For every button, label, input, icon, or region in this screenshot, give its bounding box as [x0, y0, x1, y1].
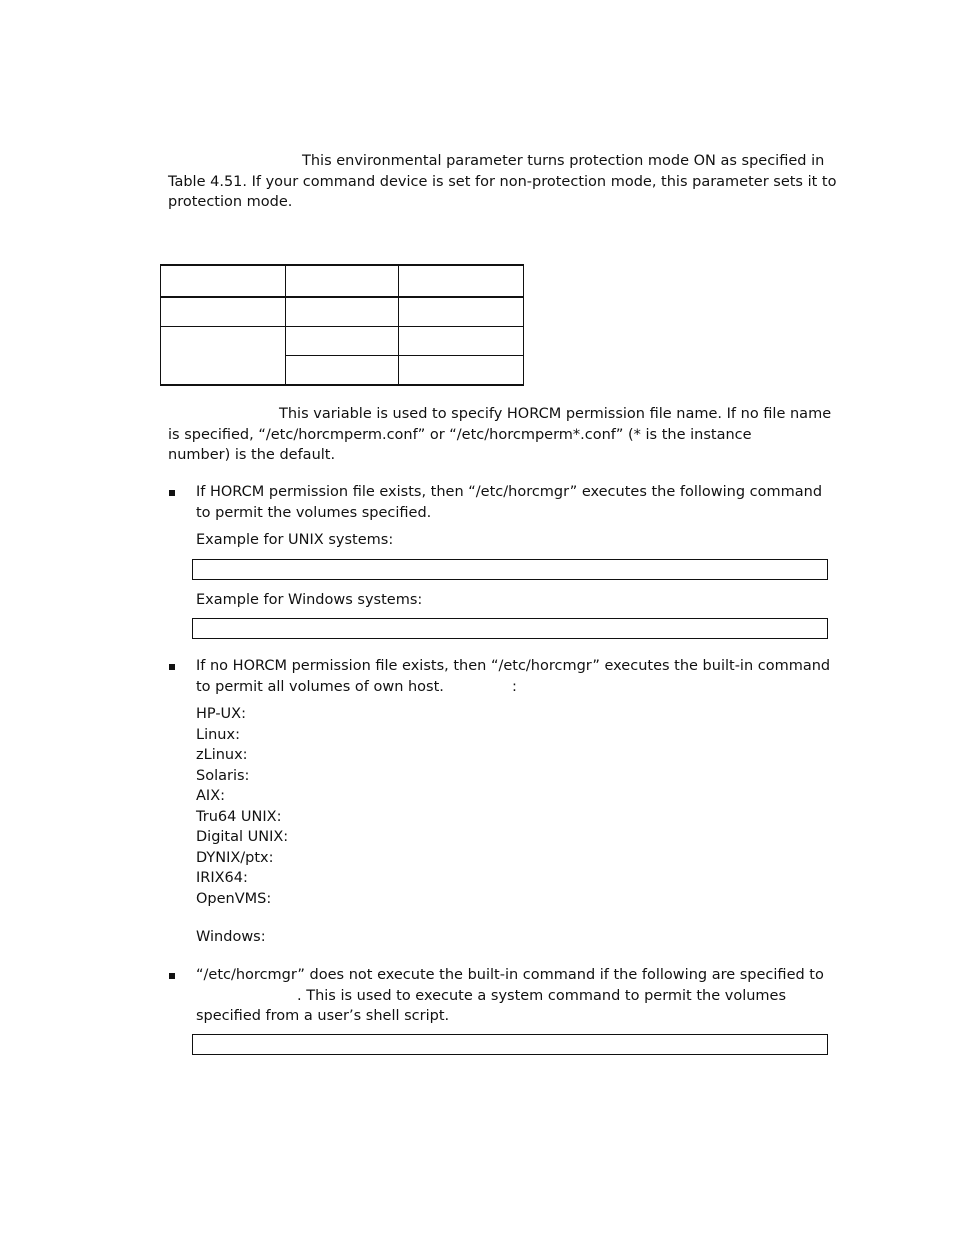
os-list-item: Tru64 UNIX:	[196, 808, 282, 825]
windows-os-label: Windows:	[196, 929, 266, 945]
para1-line2: Table 4.51. If your command device is set for non-protection mode, this parameter sets it to	[168, 173, 837, 190]
os-list	[196, 704, 288, 909]
table-cell	[399, 327, 524, 356]
bullet2-line2-colon: :	[512, 678, 517, 695]
windows-example-code-box	[192, 618, 828, 639]
table-cell	[399, 356, 524, 386]
table-row	[161, 297, 524, 327]
os-list-item: Solaris:	[196, 767, 250, 784]
shell-script-code-box	[192, 1034, 828, 1055]
table-row	[161, 327, 524, 356]
bullet3-line1: “/etc/horcmgr” does not execute the built-in command if the following are specified to	[196, 967, 824, 983]
bullet3-line3: specified from a user’s shell script.	[196, 1008, 450, 1024]
table-cell	[399, 297, 524, 327]
os-list-item: zLinux:	[196, 747, 248, 763]
table-cell	[286, 297, 399, 327]
bullet1-line1: If HORCM permission file exists, then “/etc/horcmgr” executes the following command	[196, 484, 823, 500]
para2-line1: This variable is used to specify HORCM permission file name. If no file name	[279, 406, 832, 422]
table-cell	[399, 265, 524, 297]
para1-line1: This environmental parameter turns protection mode ON as specified in	[302, 153, 825, 169]
parameter-table	[160, 264, 524, 386]
unix-example-code-box	[192, 559, 828, 580]
table-cell-merged	[161, 327, 286, 386]
table-cell	[286, 265, 399, 297]
os-list-item: AIX:	[196, 788, 226, 804]
bullet2-line2	[196, 677, 830, 698]
bullet-icon	[169, 664, 175, 670]
permission-file-paragraph	[168, 404, 831, 466]
protection-mode-paragraph	[168, 151, 836, 213]
unix-example-label: Example for UNIX systems:	[196, 532, 394, 548]
bullet1-text	[196, 482, 822, 523]
para2-line3: number) is the default.	[168, 447, 336, 463]
bullet1-line2: to permit the volumes specified.	[196, 504, 432, 521]
bullet2-text	[196, 656, 830, 697]
table-cell	[286, 356, 399, 386]
table-cell	[161, 265, 286, 297]
table-header-row	[161, 265, 524, 297]
bullet2-line1: If no HORCM permission file exists, then “/etc/horcmgr” executes the built-in command	[196, 658, 831, 674]
bullet3-text	[196, 965, 824, 1027]
os-list-item: Digital UNIX:	[196, 829, 289, 845]
bullet3-line2: . This is used to execute a system command to permit the volumes	[297, 987, 787, 1004]
para1-line3: protection mode.	[168, 194, 293, 210]
os-list-item: OpenVMS:	[196, 890, 272, 907]
os-list-item: HP-UX:	[196, 706, 246, 722]
os-list-item: IRIX64:	[196, 870, 248, 886]
bullet-icon	[169, 973, 175, 979]
para2-line2: is specified, “/etc/horcmperm.conf” or “/etc/horcmperm*.conf” (* is the instance	[168, 426, 752, 443]
table-cell	[286, 327, 399, 356]
os-list-item: Linux:	[196, 726, 240, 743]
os-list-item: DYNIX/ptx:	[196, 849, 274, 866]
bullet-icon	[169, 490, 175, 496]
windows-example-label: Example for Windows systems:	[196, 592, 423, 608]
bullet2-line2-text: to permit all volumes of own host.	[196, 678, 444, 695]
table-cell	[161, 297, 286, 327]
